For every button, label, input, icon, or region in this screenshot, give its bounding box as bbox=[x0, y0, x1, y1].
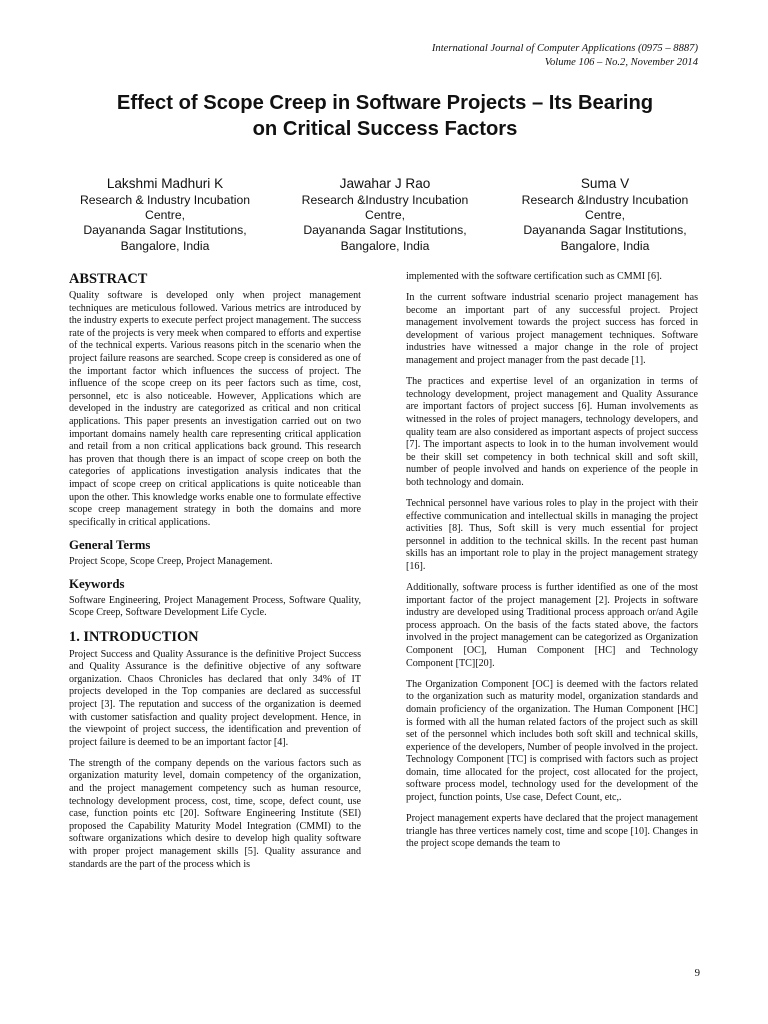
body-paragraph: The Organization Component [OC] is deemed with the factors related to the organization such as maturity model, organization standards and domain proficiency of the organization. The Human Component [HC] is formed with all the human related factors of the project such as skill set of the personnel which includes both soft skill and technical skills, experience of the developers, Number of people involved in the project. Technology Component [TC] is comprised with factors such as project domain, time allocated for the project, cost allocated for the project, software process model, technology used for the development of the project, function points, Use case, Defect Count, etc,. bbox=[406, 678, 698, 804]
intro-paragraph: The strength of the company depends on the various factors such as organization maturity level, domain competency of the organization, and the project management competency such as human resource, technology development process, cost, time, scope, defect count, use case, function points etc [20]. Software Engineering Institute (SEI) proposed the Capability Maturity Model Integration (CMMI) to the software organizations which desire to develop high quality software with proper project management skills [5]. Quality assurance and standards are the part of the process which is bbox=[69, 757, 361, 870]
body-paragraph: Additionally, software process is further identified as one of the most important factor of the project management [2]. Projects in software industry are developed using Traditional process approach or/and Agile process approach. On the basis of the facts stated above, the factors involved in the project management can be categorized as Organization Component [OC], Human Component [HC] and Technology Component [TC][20]. bbox=[406, 582, 698, 669]
journal-header bbox=[432, 42, 698, 70]
paper-title bbox=[40, 90, 730, 142]
body-paragraph: Technical personnel have various roles to play in the project with their effective communication and intellectual skills in managing the project activities [8]. Thus, Soft skill is very much essential for project personnel in addition to the technical skills. In the recent past human skills has an important role to play in the project management strategy [16]. bbox=[406, 498, 698, 572]
left-column bbox=[69, 271, 361, 880]
author-affiliation-line: Research & Industry Incubation bbox=[79, 193, 251, 207]
author-affiliation-line: Bangalore, India bbox=[340, 238, 430, 253]
author-affiliation-line: Centre, bbox=[145, 208, 185, 223]
abstract-heading: ABSTRACT bbox=[69, 271, 148, 287]
title-line-1: Effect of Scope Creep in Software Projects – Its Bearing bbox=[116, 92, 654, 114]
body-paragraph: The practices and expertise level of an organization in terms of technology development, project management and Quality Assurance are important factors of project success [6]. Human involvements as witnessed in the roles of project managers, technology developers, and quality team are also considered as important aspects of project success [7]. The important aspects to look in to the human involvement would be their skill set competency in both technical skill and soft skill, number of people involved and hands on experience of the people in both technology and domain. bbox=[406, 376, 698, 488]
title-line-2: on Critical Success Factors bbox=[252, 118, 518, 140]
general-terms-text: Project Scope, Scope Creep, Project Management. bbox=[69, 555, 273, 567]
author-name: Jawahar J Rao bbox=[339, 176, 431, 191]
journal-name: International Journal of Computer Applications (0975 – 8887) bbox=[431, 43, 698, 54]
keywords-heading: Keywords bbox=[69, 576, 125, 591]
author-affiliation-line: Dayananda Sagar Institutions, bbox=[523, 223, 687, 238]
right-column bbox=[406, 271, 698, 859]
author-affiliation-line: Research &Industry Incubation bbox=[301, 193, 469, 207]
author-name: Suma V bbox=[580, 176, 630, 191]
continued-paragraph: implemented with the software certification such as CMMI [6]. bbox=[406, 271, 662, 282]
author-1 bbox=[55, 175, 275, 254]
author-affiliation-line: Research &Industry Incubation bbox=[521, 193, 689, 207]
body-paragraph: Project management experts have declared that the project management triangle has three vertices namely cost, time and scope [10]. Changes in the project scope demands the team to bbox=[406, 813, 698, 850]
author-affiliation-line: Dayananda Sagar Institutions, bbox=[83, 223, 247, 238]
author-name: Lakshmi Madhuri K bbox=[106, 176, 224, 191]
journal-volume: Volume 106 – No.2, November 2014 bbox=[544, 57, 698, 68]
author-affiliation-line: Bangalore, India bbox=[560, 238, 650, 253]
author-block bbox=[55, 175, 715, 254]
author-affiliation-line: Bangalore, India bbox=[120, 238, 210, 253]
keywords-text: Software Engineering, Project Management Process, Software Quality, Scope Creep, Software Development Life Cycle. bbox=[69, 594, 361, 619]
author-3 bbox=[495, 175, 715, 254]
general-terms-heading: General Terms bbox=[69, 537, 151, 552]
author-2 bbox=[275, 175, 495, 254]
author-affiliation-line: Centre, bbox=[585, 208, 625, 223]
abstract-text: Quality software is developed only when project management techniques are meticulous followed. Various metrics are introduced by the industry experts to execute perfect project management. The success rate of the projects is very meek when compared to efforts and expertise of the technical experts. Various reasons pitch in the scenario when the project failure reasons are searched. Scope creep is considered as one of the important factor which influences the success of project. The influence of the scope creep on its peer factors such as time, cost, personnel, etc is also noticeable. However, Applications which are developed in the industry are categorized as critical and non critical applications. This paper presents an investigation carried out on two important domains namely health care representing critical application and retail from a non critical applications back ground. This research has proven that though there is an impact of scope creep on both the categories of applications investigation analysis indicates that the impact of scope creep on critical applications is quite noticeable than upon the other. This knowledge works enable one to formulate effective scope creep management strategy in both the domains and more specifically in critical applications. bbox=[69, 290, 361, 528]
introduction-heading: 1. INTRODUCTION bbox=[69, 628, 199, 645]
author-affiliation-line: Dayananda Sagar Institutions, bbox=[303, 223, 467, 238]
author-affiliation-line: Centre, bbox=[365, 208, 405, 223]
page-number: 9 bbox=[694, 967, 700, 979]
intro-paragraph: Project Success and Quality Assurance is the definitive Project Success and Quality Assurance is the definitive objective of any software organization. Chaos Chronicles has declared that only 34% of IT projects developed in the Top companies are declared as successful project [3]. The reputation and success of the organization is deemed with customer satisfaction and quality project development. Hence, in the viewpoint of project success, the identification and prevention of project failure is deemed to be an important factor [4]. bbox=[69, 648, 361, 748]
body-paragraph: In the current software industrial scenario project management has become an important part of any successful project. Project management involvement towards the project success has forced in development of various project management techniques. Software industries have witnessed a major change in the role of project management and project manager from the past decade [1]. bbox=[406, 292, 698, 367]
